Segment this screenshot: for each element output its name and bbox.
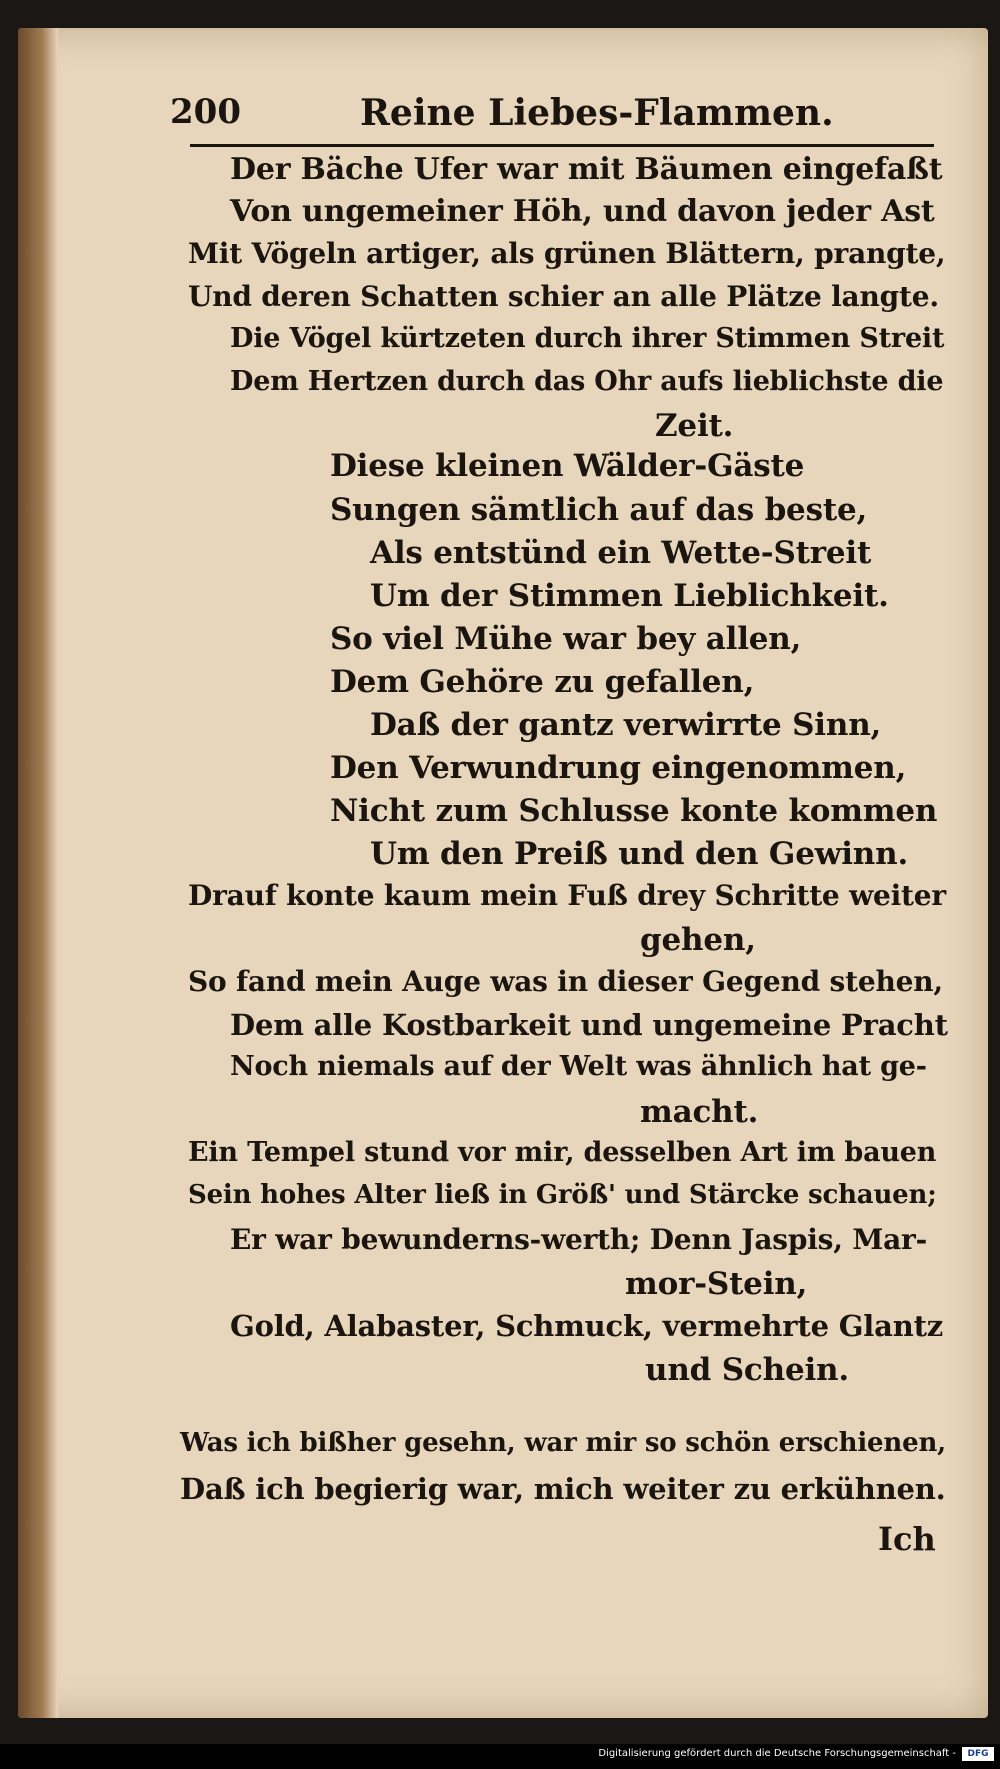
verse-line: Diese kleinen Wälder-Gäste <box>330 448 805 484</box>
verse-line: Noch niemals auf der Welt was ähnlich hat ge- <box>230 1051 927 1082</box>
digitization-footer <box>0 1744 1000 1769</box>
verse-line: Dem Gehöre zu gefallen, <box>330 664 755 700</box>
verse-line: Dem alle Kostbarkeit und ungemeine Pracht <box>230 1008 948 1042</box>
verse-line: Um den Preiß und den Gewinn. <box>370 836 909 872</box>
header-rule <box>190 144 934 147</box>
verse-line: Sungen sämtlich auf das beste, <box>330 492 868 528</box>
verse-line: Ein Tempel stund vor mir, desselben Art im bauen <box>188 1137 937 1168</box>
verse-line: Nicht zum Schlusse konte kommen <box>330 793 938 829</box>
page-header <box>170 92 940 142</box>
verse-line: Von ungemeiner Höh, und davon jeder Ast <box>230 194 935 229</box>
catchword: Ich <box>878 1520 936 1558</box>
page-spine <box>18 28 58 1718</box>
verse-line: Zeit. <box>655 408 734 444</box>
verse-line: Der Bäche Ufer war mit Bäumen eingefaßt <box>230 152 943 187</box>
verse-line: Daß der gantz verwirrte Sinn, <box>370 707 882 743</box>
verse-line: Den Verwundrung eingenommen, <box>330 750 907 786</box>
verse-line: Was ich bißher gesehn, war mir so schön erschienen, <box>180 1428 947 1458</box>
verse-line: Gold, Alabaster, Schmuck, vermehrte Glantz <box>230 1309 944 1343</box>
verse-line: Als entstünd ein Wette-Streit <box>370 535 872 571</box>
verse-line: Und deren Schatten schier an alle Plätze langte. <box>188 280 939 313</box>
verse-line: macht. <box>640 1094 759 1130</box>
footer-credit: Digitalisierung gefördert durch die Deutsche Forschungsgemeinschaft - <box>598 1748 956 1759</box>
verse-line: Mit Vögeln artiger, als grünen Blättern, prangte, <box>188 237 946 270</box>
verse-line: Um der Stimmen Lieblichkeit. <box>370 578 889 614</box>
verse-line: Dem Hertzen durch das Ohr aufs lieblichste die <box>230 366 944 397</box>
verse-line: und Schein. <box>645 1352 849 1388</box>
verse-line: Drauf konte kaum mein Fuß drey Schritte weiter <box>188 879 946 912</box>
verse-line: So fand mein Auge was in dieser Gegend stehen, <box>188 965 943 998</box>
verse-line: So viel Mühe war bey allen, <box>330 621 802 657</box>
running-title: Reine Liebes-Flammen. <box>360 92 834 134</box>
verse-line: gehen, <box>640 922 756 958</box>
verse-line: Die Vögel kürtzeten durch ihrer Stimmen Streit <box>230 323 945 354</box>
verse-line: mor-Stein, <box>625 1266 808 1302</box>
page-number: 200 <box>170 92 241 132</box>
dfg-logo-icon: DFG <box>962 1747 994 1761</box>
verse-line: Daß ich begierig war, mich weiter zu erkühnen. <box>180 1472 946 1506</box>
verse-line: Sein hohes Alter ließ in Größ' und Stärcke schauen; <box>188 1180 937 1210</box>
verse-line: Er war bewunderns-werth; Denn Jaspis, Mar- <box>230 1223 928 1256</box>
